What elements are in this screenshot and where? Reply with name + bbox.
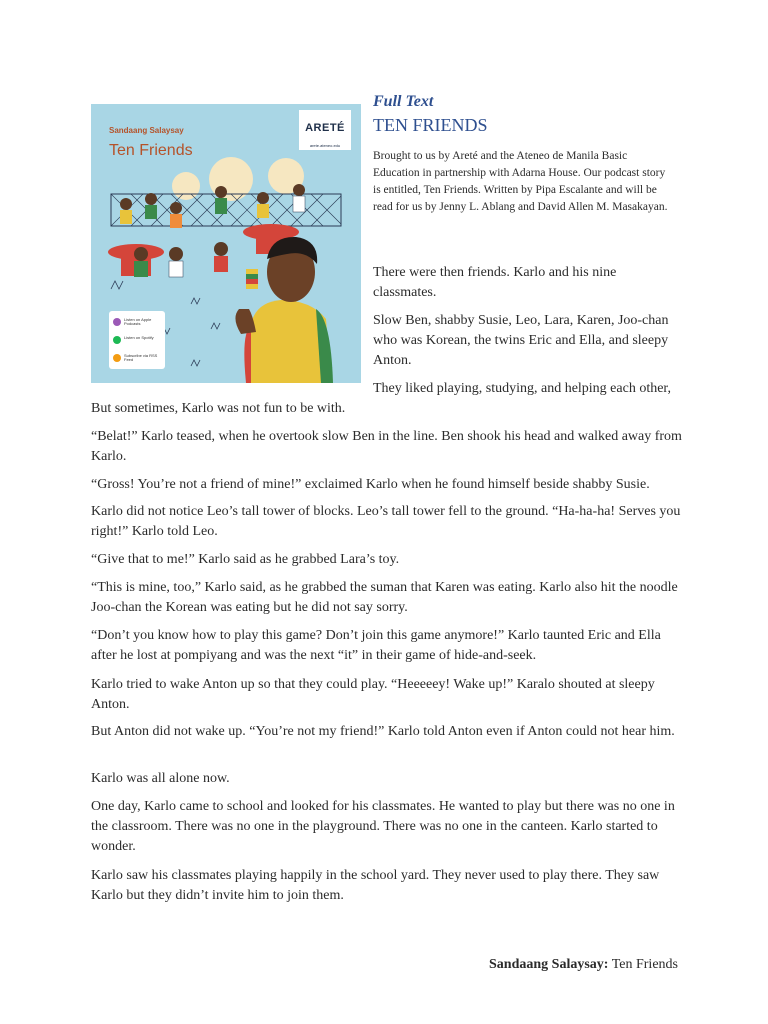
apple-podcasts-badge[interactable] [113, 316, 163, 328]
story-paragraph: One day, Karlo came to school and looked for his classmates. He wanted to play but there was no one in the classroom. There was no one in the playground. There was no one in the canteen. Karlo started to wonder. [91, 799, 675, 854]
rss-badge[interactable] [113, 352, 163, 364]
arete-logo: ARETÉ [305, 122, 345, 134]
story-paragraph: “Give that to me!” Karlo said as he grabbed Lara’s toy. [91, 552, 400, 567]
cover-brand: Sandaang Salaysay [109, 126, 184, 135]
podcast-icon [113, 318, 121, 326]
story-paragraph: Karlo did not notice Leo’s tall tower of blocks. Leo’s tall tower fell to the ground. “Ha-ha-ha! Serves you right!” Karlo told Leo. [91, 504, 681, 539]
spotify-icon [113, 336, 121, 344]
story-paragraph: There were then friends. Karlo and his nine classmates. [373, 265, 617, 300]
badge-label: Listen on Apple Podcasts [124, 317, 152, 326]
arete-url: arete.ateneo.edu [309, 143, 341, 148]
story-paragraph: But sometimes, Karlo was not fun to be with. [91, 401, 346, 416]
story-paragraph: “This is mine, too,” Karlo said, as he grabbed the suman that Karen was eating. Karlo also hit the noodle Joo-chan the Korean was eating but he did not say sorry. [91, 580, 678, 615]
rss-icon [113, 354, 121, 362]
cover-title: Ten Friends [109, 142, 193, 159]
page-footer [489, 957, 678, 973]
full-text-label: Full Text [373, 93, 434, 110]
footer-series: Sandaang Salaysay: [489, 957, 609, 972]
podcast-badges [109, 311, 165, 369]
story-paragraph: They liked playing, studying, and helping each other, [373, 381, 672, 396]
story-paragraph: Slow Ben, shabby Susie, Leo, Lara, Karen, Joo-chan who was Korean, the twins Eric and Ella, and sleepy Anton. [373, 313, 669, 368]
story-paragraph: But Anton did not wake up. “You’re not my friend!” Karlo told Anton even if Anton could not hear him. [91, 724, 675, 739]
story-paragraph: Karlo tried to wake Anton up so that they could play. “Heeeeey! Wake up!” Karalo shouted at sleepy Anton. [91, 677, 655, 712]
badge-label: Subscribe via RSS Feed [124, 353, 158, 362]
story-paragraph: Karlo was all alone now. [91, 771, 230, 786]
story-paragraph: Karlo saw his classmates playing happily in the school yard. They never used to play there. They saw Karlo but they didn’t invite him to join them. [91, 868, 660, 903]
arete-logo-box [299, 110, 351, 150]
cover-illustration [91, 104, 361, 383]
story-title: TEN FRIENDS [373, 115, 488, 135]
footer-title: Ten Friends [608, 957, 678, 972]
story-paragraph: “Don’t you know how to play this game? Don’t join this game anymore!” Karlo taunted Eric and Ella after he lost at pompiyang and was the next “it” in their game of hide-and-seek. [91, 628, 661, 663]
intro-paragraph: Brought to us by Areté and the Ateneo de Manila Basic Education in partnership with Adarna House. Our podcast story is entitled, Ten Friends. Written by Pipa Escalante and will be read for us by Jenny L. Ablang and David Allen M. Masakayan. [373, 150, 668, 213]
badge-label: Listen on Spotify [124, 335, 154, 340]
story-paragraph: “Belat!” Karlo teased, when he overtook slow Ben in the line. Ben shook his head and walked away from Karlo. [91, 429, 682, 464]
story-paragraph: “Gross! You’re not a friend of mine!” exclaimed Karlo when he found himself beside shabby Susie. [91, 477, 650, 492]
spotify-badge[interactable] [113, 334, 163, 346]
